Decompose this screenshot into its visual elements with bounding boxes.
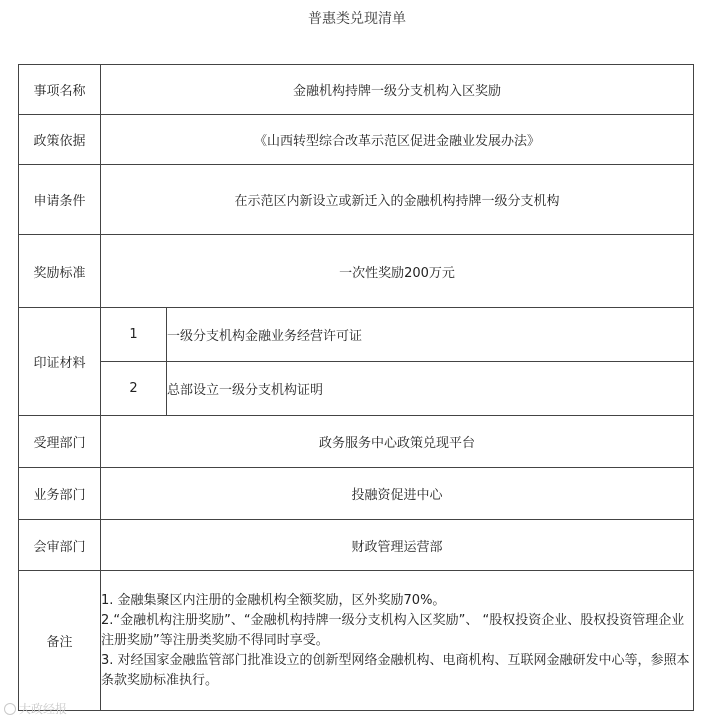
material-index: 2	[101, 362, 167, 416]
review-dept-value: 财政管理运营部	[101, 520, 694, 571]
note-line: 3. 对经国家金融监管部门批准设立的创新型网络金融机构、电商机构、互联网金融研发中心等，参照本条款奖励标准执行。	[101, 652, 690, 688]
row-label-notes: 备注	[19, 571, 101, 711]
table-row-standard	[19, 235, 694, 308]
row-label-policy-basis: 政策依据	[19, 115, 101, 165]
page-title: 普惠类兑现清单	[308, 11, 406, 27]
note-line: 1. 金融集聚区内注册的金融机构全额奖励，区外奖励70%。	[101, 592, 446, 608]
material-text: 总部设立一级分支机构证明	[167, 362, 694, 416]
table-row-review-dept	[19, 520, 694, 571]
row-label-business-dept: 业务部门	[19, 468, 101, 520]
business-dept-value: 投融资促进中心	[101, 468, 694, 520]
watermark-text: 大政经报	[19, 702, 68, 716]
policy-basis-value: 《山西转型综合改革示范区促进金融业发展办法》	[101, 115, 694, 165]
table-row-material-1	[19, 308, 694, 362]
table-row-notes	[19, 571, 694, 711]
material-text: 一级分支机构金融业务经营许可证	[167, 308, 694, 362]
table-row-conditions	[19, 165, 694, 235]
conditions-value: 在示范区内新设立或新迁入的金融机构持牌一级分支机构	[101, 165, 694, 235]
accepting-dept-value: 政务服务中心政策兑现平台	[101, 416, 694, 468]
note-line: 2.“金融机构注册奖励”、“金融机构持牌一级分支机构入区奖励”、 “股权投资企业、股权投资管理企业注册奖励”等注册类奖励不得同时享受。	[101, 612, 685, 648]
item-name-value: 金融机构持牌一级分支机构入区奖励	[101, 65, 694, 115]
table-row-business-dept	[19, 468, 694, 520]
watermark	[4, 700, 67, 717]
material-index: 1	[101, 308, 167, 362]
table-row-item-name	[19, 65, 694, 115]
watermark-logo-icon	[4, 703, 16, 715]
row-label-review-dept: 会审部门	[19, 520, 101, 571]
row-label-materials: 印证材料	[19, 308, 101, 416]
row-label-accepting-dept: 受理部门	[19, 416, 101, 468]
policy-table	[18, 64, 694, 711]
row-label-conditions: 申请条件	[19, 165, 101, 235]
row-label-item-name: 事项名称	[19, 65, 101, 115]
table-row-policy-basis	[19, 115, 694, 165]
row-label-standard: 奖励标准	[19, 235, 101, 308]
table-row-material-2	[19, 362, 694, 416]
table-row-accepting-dept	[19, 416, 694, 468]
notes-content	[101, 571, 694, 711]
standard-value: 一次性奖励200万元	[101, 235, 694, 308]
